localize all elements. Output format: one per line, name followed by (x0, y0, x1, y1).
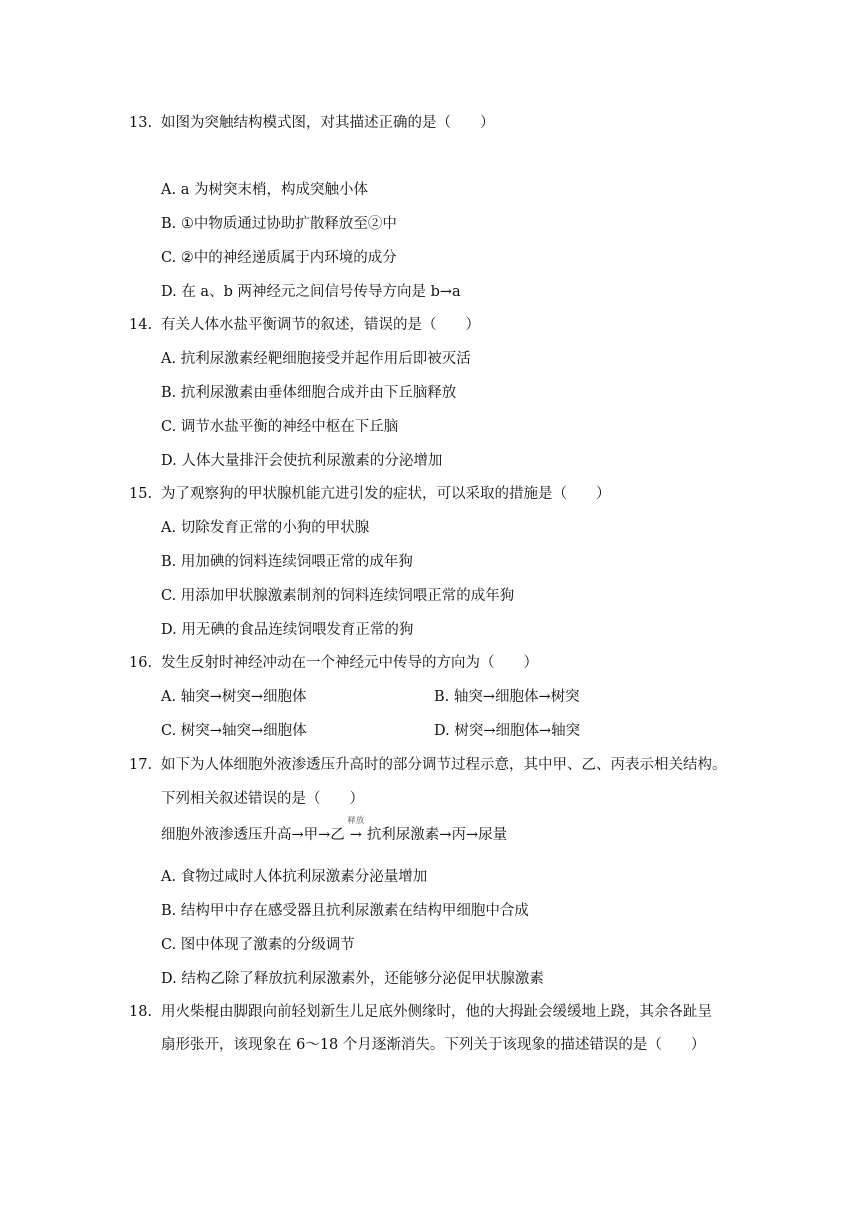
question-stem-line-1: 如下为人体细胞外液渗透压升高时的部分调节过程示意，其中甲、乙、丙表示相关结构。 (161, 757, 727, 773)
release-label: 释放 (347, 816, 365, 826)
regulation-flow (161, 816, 508, 845)
option-b: B. 抗利尿激素由垂体细胞合成并由下丘脑释放 (161, 385, 457, 401)
question-stem: 有关人体水盐平衡调节的叙述，错误的是（ ） (161, 317, 480, 333)
question-number: 14. (129, 317, 153, 333)
option-b: B. 用加碘的饲料连续饲喂正常的成年狗 (161, 554, 413, 570)
option-d: D. 结构乙除了释放抗利尿激素外，还能够分泌促甲状腺激素 (161, 971, 544, 987)
question-number: 18. (129, 1004, 153, 1020)
option-c: C. 调节水盐平衡的神经中枢在下丘脑 (161, 419, 399, 435)
option-d: D. 人体大量排汗会使抗利尿激素的分泌增加 (161, 453, 443, 469)
question-stem-line-2: 扇形张开，该现象在 6～18 个月逐渐消失。下列关于该现象的描述错误的是（ ） (161, 1037, 706, 1053)
option-c: C. 树突→轴突→细胞体 (161, 723, 307, 739)
flow-end: 抗利尿激素→丙→尿量 (366, 827, 508, 843)
question-number: 13. (129, 115, 153, 131)
option-b: B. 结构甲中存在感受器且抗利尿激素在结构甲细胞中合成 (161, 903, 529, 919)
option-b: B. ①中物质通过协助扩散释放至②中 (161, 216, 397, 232)
question-number: 16. (129, 655, 153, 671)
option-d: D. 树突→细胞体→轴突 (434, 723, 581, 739)
question-stem-line-1: 用火柴棍由脚跟向前轻划新生儿足底外侧缘时，他的大拇趾会缓缓地上跷，其余各趾呈 (161, 1004, 712, 1020)
question-number: 15. (129, 486, 153, 502)
option-a: A. 轴突→树突→细胞体 (161, 689, 307, 705)
option-b: B. 轴突→细胞体→树突 (434, 689, 580, 705)
option-a: A. 食物过咸时人体抗利尿激素分泌量增加 (161, 869, 428, 885)
option-d: D. 用无碘的食品连续饲喂发育正常的狗 (161, 622, 414, 638)
question-stem-line-2: 下列相关叙述错误的是（ ） (161, 791, 364, 807)
flow-start: 细胞外液渗透压升高→甲→乙 (161, 827, 345, 843)
question-stem: 为了观察狗的甲状腺机能亢进引发的症状，可以采取的措施是（ ） (161, 486, 611, 502)
option-c: C. 用添加甲状腺激素制剂的饲料连续饲喂正常的成年狗 (161, 588, 515, 604)
option-d: D. 在 a、b 两神经元之间信号传导方向是 b→a (161, 284, 461, 300)
question-stem: 如图为突触结构模式图，对其描述正确的是（ ） (161, 115, 495, 131)
option-a: A. 切除发育正常的小狗的甲状腺 (161, 520, 370, 536)
arrow-icon: → (349, 827, 362, 843)
question-stem: 发生反射时神经冲动在一个神经元中传导的方向为（ ） (161, 655, 538, 671)
release-arrow (345, 816, 367, 845)
option-c: C. ②中的神经递质属于内环境的成分 (161, 250, 397, 266)
option-a: A. 抗利尿激素经靶细胞接受并起作用后即被灭活 (161, 351, 471, 367)
question-number: 17. (129, 757, 153, 773)
option-a: A. a 为树突末梢，构成突触小体 (161, 182, 368, 198)
option-c: C. 图中体现了激素的分级调节 (161, 937, 355, 953)
